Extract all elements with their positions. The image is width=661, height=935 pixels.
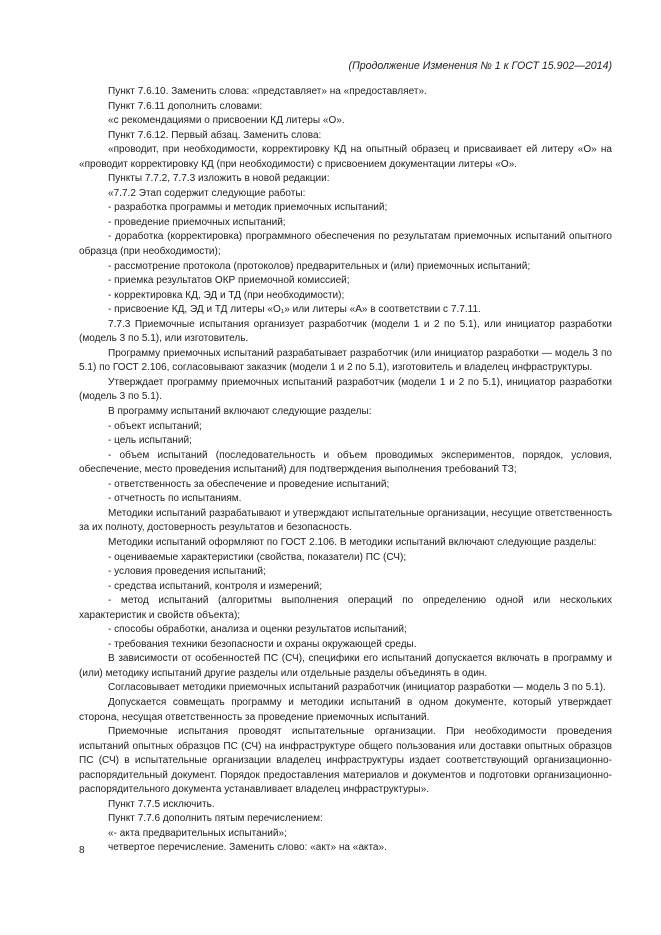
list-item: - корректировка КД, ЭД и ТД (при необходимости); bbox=[108, 289, 345, 301]
paragraph-combined-document: Допускается совмещать программу и методики испытаний в одном документе, который утверждает сторона, несущая ответственность за проведение приемочных испытаний. bbox=[79, 696, 612, 723]
list-item: - оцениваемые характеристики (свойства, показатели) ПС (СЧ); bbox=[108, 551, 407, 563]
paragraph-acceptance-tests: Приемочные испытания проводят испытательные организации. При необходимости проведения испытаний опытных образцов ПС (СЧ) на инфраструктуре общего пользования или доставки опытных образцов ПС (СЧ) в испытательные организации владелец инфраструктуры издает соответствующий организационно-распорядительный документ. Порядок предоставления материалов и документов и подготовки организационно-распорядительного документа устанавливает владелец инфраструктуры». bbox=[79, 726, 612, 796]
paragraph-quote-act: «- акта предварительных испытаний»; bbox=[108, 827, 287, 839]
list-item: - доработка (корректировка) программного обеспечения по результатам приемочных испытаний опытного образца (при необходимости); bbox=[79, 231, 612, 258]
paragraph-7-7-6: Пункт 7.7.6 дополнить пятым перечислением: bbox=[108, 813, 323, 825]
paragraph-7-7-3: 7.7.3 Приемочные испытания организует разработчик (модели 1 и 2 по 5.1), или инициатор разработки (модель 3 по 5.1), или изготовитель. bbox=[79, 318, 612, 345]
list-item: - объект испытаний; bbox=[108, 420, 202, 432]
paragraph-methods-format: Методики испытаний оформляют по ГОСТ 2.106. В методики испытаний включают следующие разделы: bbox=[108, 536, 597, 548]
list-item: - объем испытаний (последовательность и объем проводимых экспериментов, порядок, условия, обеспечение, место проведения испытаний) для подтверждения выполнения требований ТЗ; bbox=[79, 449, 612, 476]
list-item: - способы обработки, анализа и оценки результатов испытаний; bbox=[108, 624, 407, 636]
paragraph-methods-approval: Согласовывает методики приемочных испытаний разработчик (инициатор разработки — модель 3 по 5.1). bbox=[108, 682, 606, 694]
paragraph-new-edition: Пункты 7.7.2, 7.7.3 изложить в новой редакции: bbox=[108, 173, 330, 185]
page-number: 8 bbox=[79, 845, 85, 856]
paragraph-fourth-item: четвертое перечисление. Заменить слово: «акт» на «акта». bbox=[108, 842, 387, 854]
paragraph-7-7-2: «7.7.2 Этап содержит следующие работы: bbox=[108, 187, 306, 199]
paragraph-7-6-12: Пункт 7.6.12. Первый абзац. Заменить слова: bbox=[108, 129, 322, 141]
list-item: - отчетность по испытаниям. bbox=[108, 493, 242, 505]
list-item: - цель испытаний; bbox=[108, 435, 192, 447]
paragraph-7-7-5: Пункт 7.7.5 исключить. bbox=[108, 798, 215, 810]
amendment-header: (Продолжение Изменения № 1 к ГОСТ 15.902—2014) bbox=[348, 60, 612, 72]
paragraph-program-development: Программу приемочных испытаний разрабатывает разработчик (или инициатор разработки — модель 3 по 5.1) по ГОСТ 2.106, согласовывают заказчик (модели 1 и 2 по 5.1), изготовитель и владелец инфраструктуры. bbox=[79, 347, 612, 374]
paragraph-program-approval: Утверждает программу приемочных испытаний разработчик (модели 1 и 2 по 5.1), инициатор разработки (модель 3 по 5.1). bbox=[79, 376, 612, 403]
list-item: - проведение приемочных испытаний; bbox=[108, 216, 286, 228]
paragraph-quote-correction: «проводит, при необходимости, корректировку КД на опытный образец и присваивает ей литеру «О» на «проводит корректировку КД (при необходимости) с присвоением документации литеры «О». bbox=[79, 144, 612, 170]
paragraph-quote-recommendations: «с рекомендациями о присвоении КД литеры «О». bbox=[108, 115, 345, 127]
list-item: - присвоение КД, ЭД и ТД литеры «О₁» или литеры «А» в соответствии с 7.7.11. bbox=[108, 304, 481, 316]
list-item: - средства испытаний, контроля и измерений; bbox=[108, 580, 323, 592]
document-body bbox=[79, 85, 612, 856]
list-item: - разработка программы и методик приемочных испытаний; bbox=[108, 202, 388, 214]
paragraph-program-sections: В программу испытаний включают следующие разделы: bbox=[108, 406, 372, 418]
list-item: - требования техники безопасности и охраны окружающей среды. bbox=[108, 638, 417, 650]
list-item: - приемка результатов ОКР приемочной комиссией; bbox=[108, 275, 350, 287]
list-item: - ответственность за обеспечение и проведение испытаний; bbox=[108, 478, 390, 490]
list-item: - условия проведения испытаний; bbox=[108, 566, 266, 578]
paragraph-7-6-11: Пункт 7.6.11 дополнить словами: bbox=[108, 100, 263, 112]
paragraph-7-6-10: Пункт 7.6.10. Заменить слова: «представляет» на «предоставляет». bbox=[108, 86, 427, 97]
list-item: - метод испытаний (алгоритмы выполнения операций по определению одной или нескольких характеристик и свойств объекта); bbox=[79, 595, 612, 621]
list-item: - рассмотрение протокола (протоколов) предварительных и (или) приемочных испытаний; bbox=[108, 260, 531, 272]
paragraph-methods-development: Методики испытаний разрабатывают и утверждают испытательные организации, несущие ответственность за их полноту, достоверность результатов и безопасность. bbox=[79, 507, 612, 534]
paragraph-specifics: В зависимости от особенностей ПС (СЧ), специфики его испытаний допускается включать в программу и (или) методику испытаний другие разделы или отдельные разделы объединять в один. bbox=[79, 653, 612, 679]
